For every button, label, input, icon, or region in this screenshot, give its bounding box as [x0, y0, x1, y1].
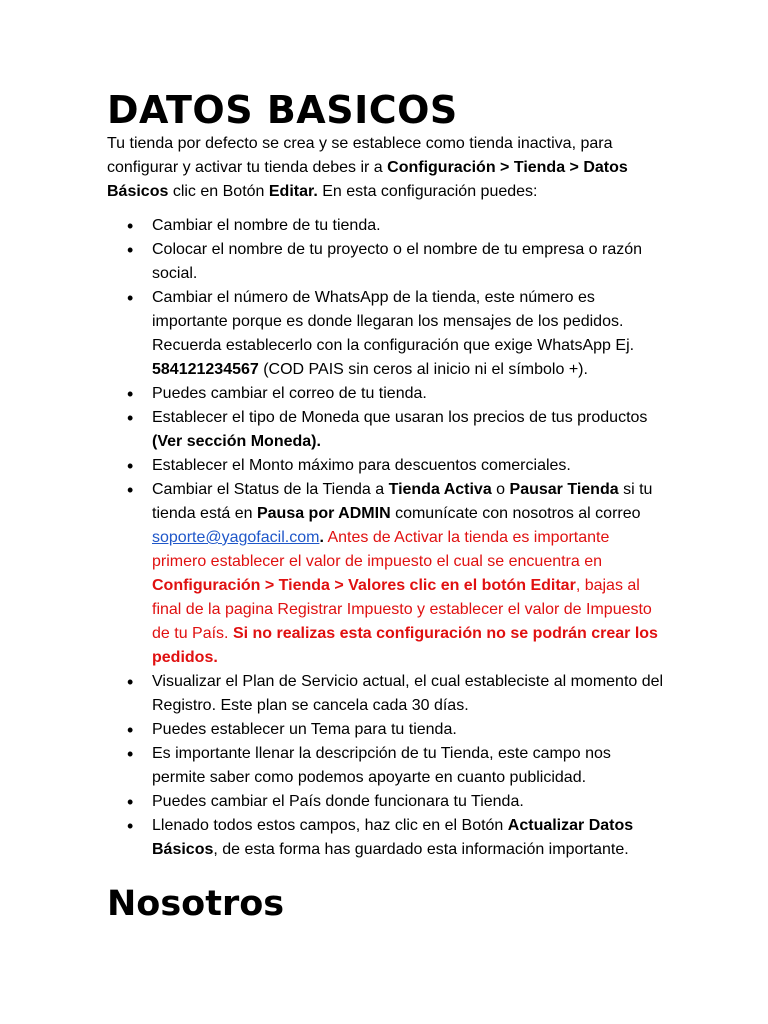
list-item-text: Llenado todos estos campos, haz clic en el Botón [152, 817, 508, 834]
warning-text: Antes de Activar la tienda es importante primero establecer el valor de impuesto el cual se encuentra en [152, 529, 610, 570]
warning-path: Configuración > Tienda > Valores clic en el botón Editar [152, 577, 576, 594]
list-item [107, 670, 667, 718]
section-title-datos-basicos: DATOS BASICOS [107, 88, 458, 132]
list-item-text: o [491, 481, 510, 498]
list-item [107, 790, 667, 814]
status-pausa-admin: Pausa por ADMIN [256, 505, 391, 522]
list-item-text: , de esta forma has guardado esta información importante. [213, 841, 629, 858]
list-item [107, 238, 667, 286]
intro-editar: Editar. [268, 183, 318, 200]
status-tienda-activa: Tienda Activa [388, 481, 492, 498]
list-item-text: Visualizar el Plan de Servicio actual, el cual estableciste al momento del Registro. Este plan se cancela cada 30 días. [152, 673, 664, 714]
list-item-text: Puedes cambiar el País donde funcionara tu Tienda. [152, 793, 524, 810]
list-item [107, 286, 667, 382]
list-item-text: Establecer el tipo de Moneda que usaran los precios de tus productos [152, 409, 648, 426]
list-item [107, 382, 667, 406]
list-item-text: Cambiar el nombre de tu tienda. [152, 217, 381, 234]
list-item-text: Puedes establecer un Tema para tu tienda. [152, 721, 457, 738]
list-item-text: . [319, 529, 324, 546]
list-item [107, 214, 667, 238]
list-item-text: comunícate con nosotros al correo [390, 505, 641, 522]
warning-note: Si no realizas esta configuración no se podrán crear los pedidos. [152, 625, 658, 666]
list-item [107, 718, 667, 742]
features-list [107, 214, 667, 862]
list-item-text: Colocar el nombre de tu proyecto o el nombre de tu empresa o razón social. [152, 241, 643, 282]
list-item-text: Establecer el Monto máximo para descuentos comerciales. [152, 457, 571, 474]
whatsapp-example: 584121234567 [152, 361, 259, 378]
intro-paragraph [107, 132, 677, 204]
actualizar-button-reference: Actualizar Datos Básicos [152, 817, 634, 858]
list-item-text: (COD PAIS sin ceros al inicio ni el símbolo +). [258, 361, 588, 378]
section-title-nosotros: Nosotros [107, 884, 285, 924]
moneda-reference: (Ver sección Moneda). [152, 433, 321, 450]
status-pausar-tienda: Pausar Tienda [509, 481, 619, 498]
warning-text: , bajas al final de la pagina Registrar Impuesto y establecer el valor de Impuesto de tu País. [152, 577, 652, 642]
intro-text-1: Tu tienda por defecto se crea y se establece como tienda inactiva, para configurar y activar tu tienda debes ir a [107, 135, 613, 176]
list-item-text: Cambiar el número de WhatsApp de la tienda, este número es importante porque es donde llegaran los mensajes de los pedidos. Recuerda establecerlo con la configuración que exige WhatsApp Ej. [152, 289, 635, 354]
intro-path: Configuración > Tienda > Datos Básicos [107, 159, 628, 200]
list-item-text: si tu tienda está en [152, 481, 653, 522]
list-item [107, 406, 667, 454]
intro-text-3: En esta configuración puedes: [317, 183, 538, 200]
list-item [107, 454, 667, 478]
list-item-text: Cambiar el Status de la Tienda a [152, 481, 389, 498]
support-email-link[interactable]: soporte@yagofacil.com [152, 529, 320, 546]
list-item [107, 814, 667, 862]
list-item-text: Puedes cambiar el correo de tu tienda. [152, 385, 427, 402]
intro-text-2: clic en Botón [168, 183, 269, 200]
list-item [107, 742, 667, 790]
list-item-text: Es importante llenar la descripción de tu Tienda, este campo nos permite saber como podemos apoyarte en cuanto publicidad. [152, 745, 611, 786]
list-item [107, 478, 667, 670]
